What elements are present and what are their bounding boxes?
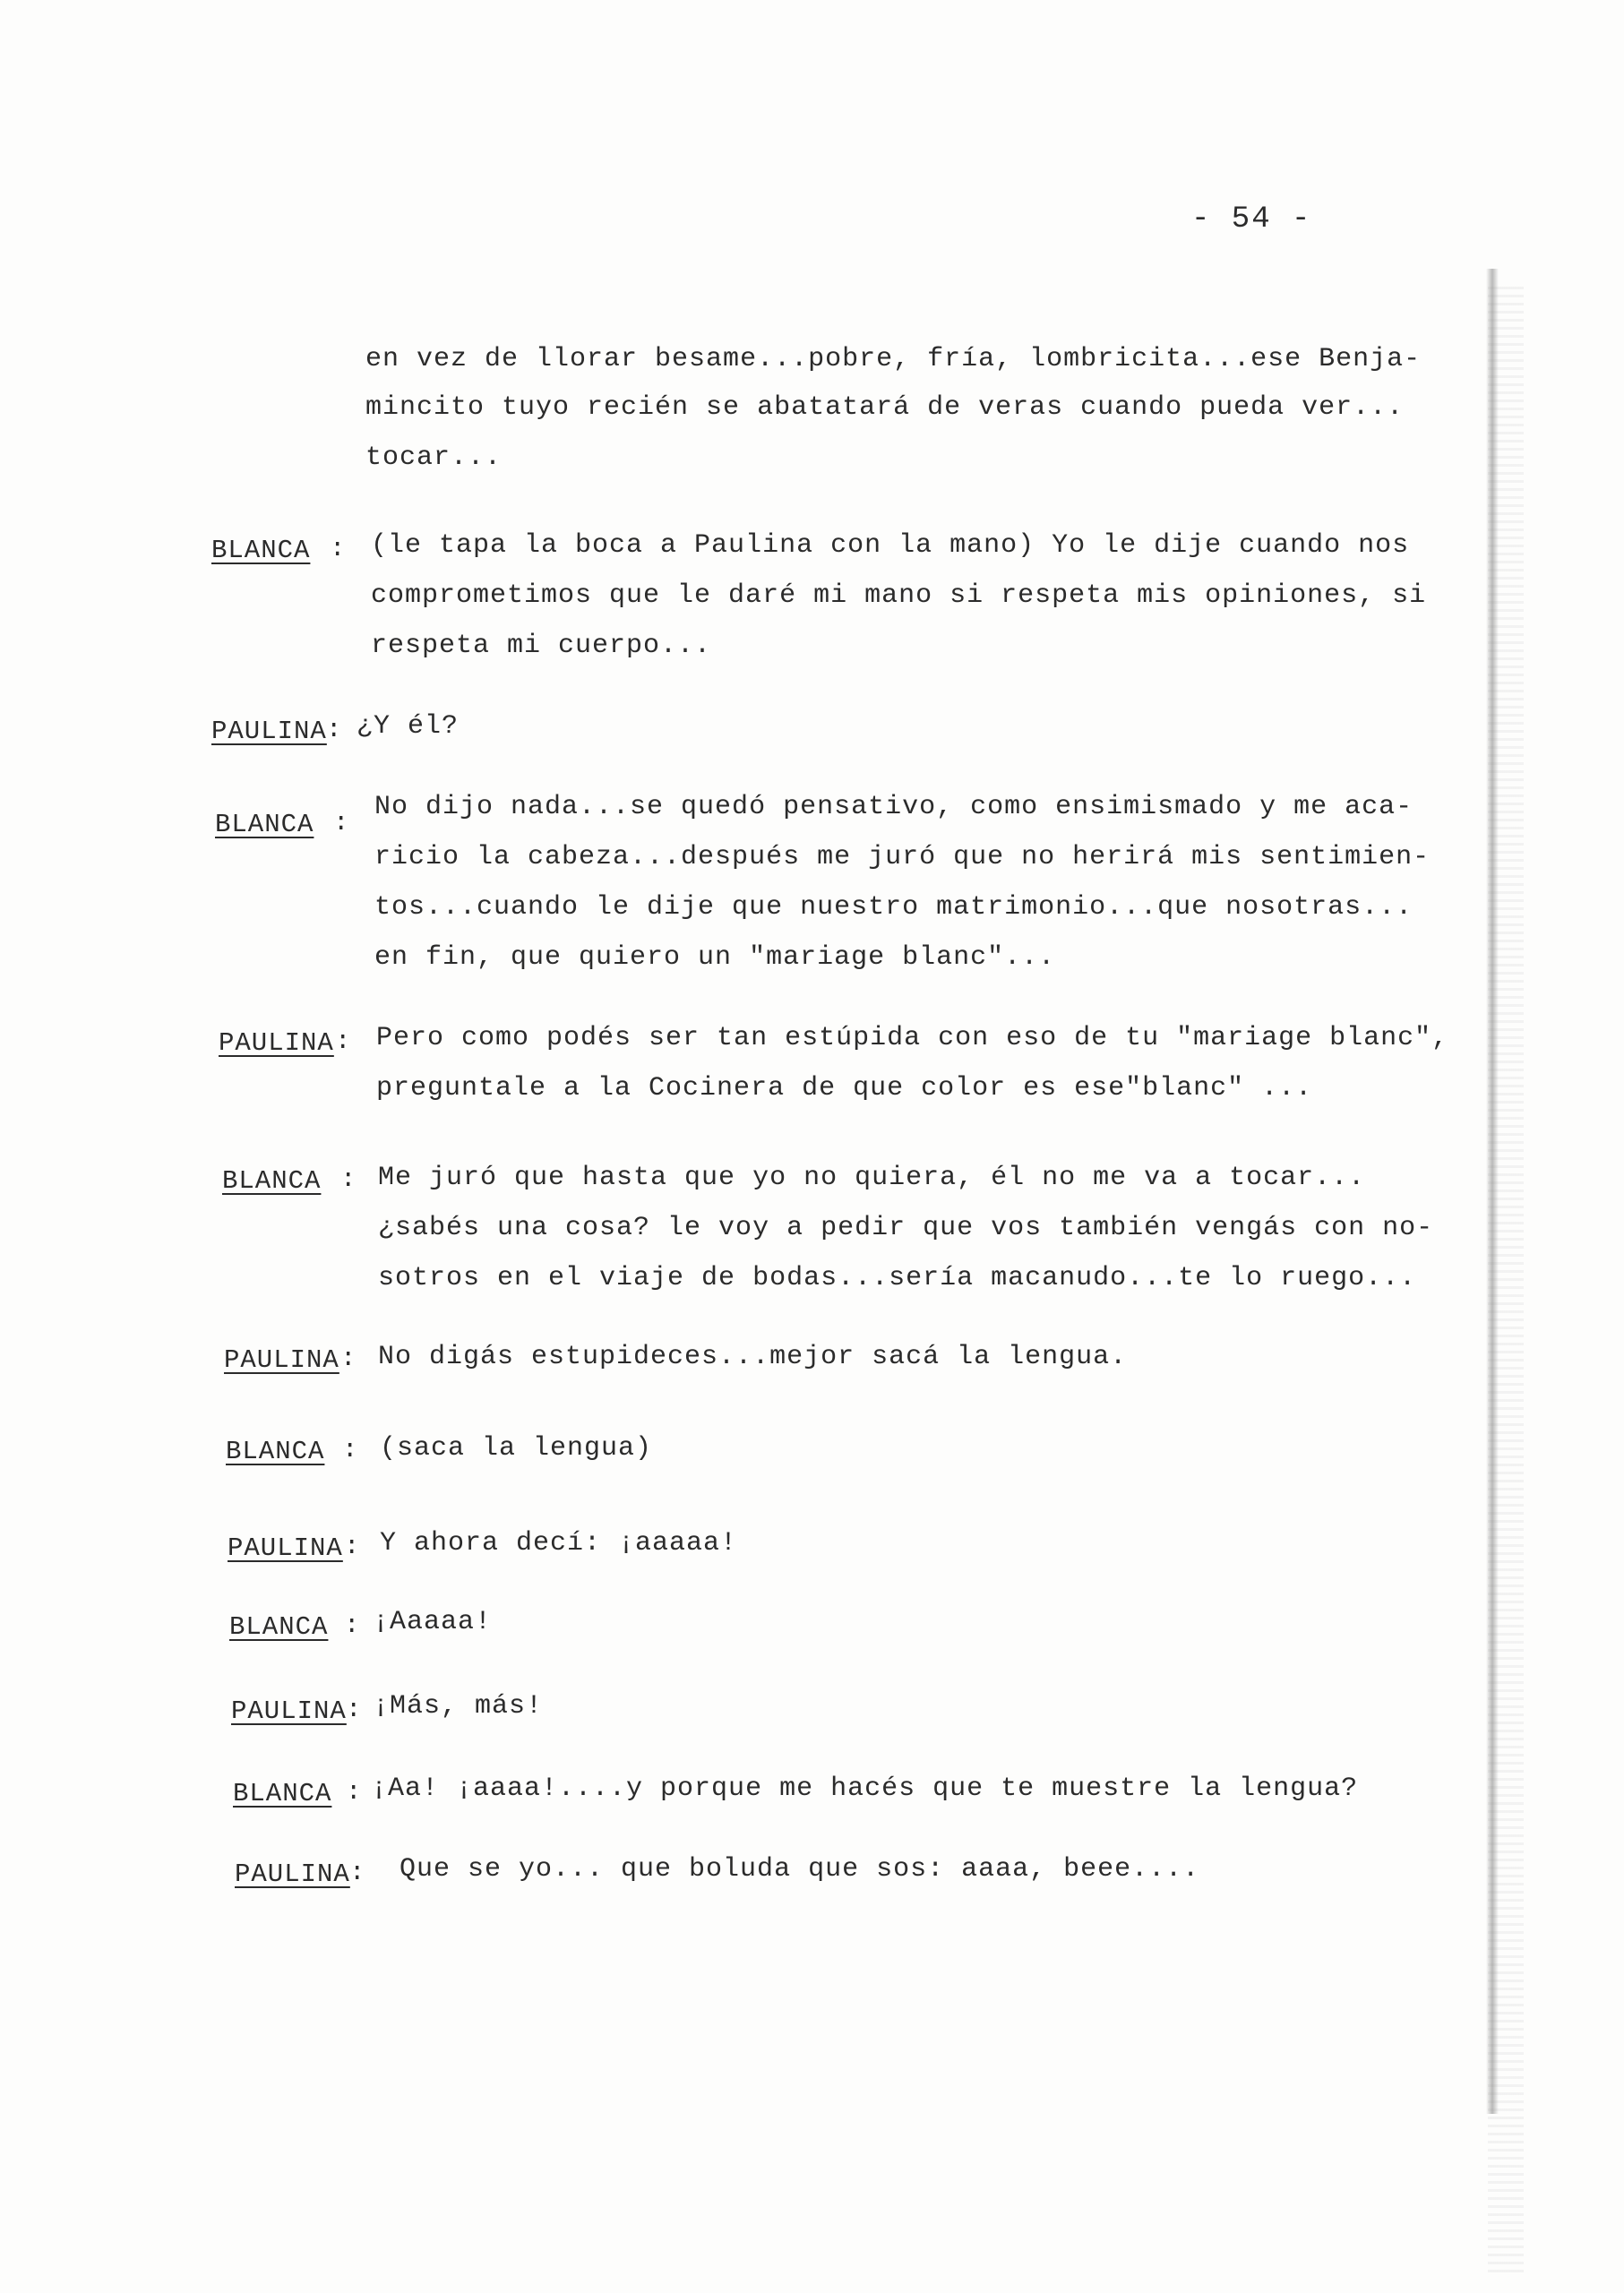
text-line: en fin, que quiero un "mariage blanc"... [374, 942, 1056, 973]
speaker-colon: : [344, 1532, 360, 1561]
page-number: - 54 - [1191, 202, 1312, 236]
speaker-name: PAULINA [224, 1345, 339, 1375]
speaker-colon: : [346, 1777, 362, 1807]
speaker-colon: : [340, 1344, 357, 1373]
speaker-name: PAULINA [219, 1028, 334, 1058]
speaker-name: BLANCA [233, 1779, 332, 1808]
text-line: Que se yo... que boluda que sos: aaaa, beee.... [400, 1854, 1200, 1885]
text-line: No dijo nada...se quedó pensativo, como ensimismado y me aca- [374, 792, 1413, 822]
speaker-name: PAULINA [228, 1533, 343, 1563]
speaker-colon: : [346, 1695, 362, 1724]
text-line: sotros en el viaje de bodas...sería macanudo...te lo ruego... [378, 1263, 1417, 1293]
speaker-name: BLANCA [229, 1612, 329, 1642]
text-line: Pero como podés ser tan estúpida con eso de tu "mariage blanc", [376, 1023, 1449, 1053]
text-line: preguntale a la Cocinera de que color es ese"blanc" ... [376, 1073, 1313, 1104]
text-line: No digás estupideces...mejor sacá la lengua. [378, 1342, 1128, 1372]
speaker-name: BLANCA [226, 1437, 325, 1466]
text-line: Y ahora decí: ¡aaaaa! [380, 1528, 738, 1559]
speaker-colon: : [344, 1610, 360, 1640]
text-line: mincito tuyo recién se abatatará de veras cuando pueda ver... [365, 392, 1405, 423]
speaker-colon: : [340, 1164, 357, 1194]
text-line: tos...cuando le dije que nuestro matrimonio...que nosotras... [374, 892, 1413, 923]
text-line: en vez de llorar besame...pobre, fría, lombricita...ese Benja- [365, 344, 1422, 374]
text-line: tocar... [365, 442, 503, 473]
speaker-name: BLANCA [211, 536, 311, 565]
text-line: ¡Aaaaa! [373, 1607, 493, 1637]
text-line: Me juró que hasta que yo no quiera, él no me va a tocar... [378, 1163, 1366, 1193]
speaker-name: BLANCA [215, 810, 314, 839]
text-line: (le tapa la boca a Paulina con la mano) Yo le dije cuando nos [371, 530, 1410, 561]
speaker-colon: : [349, 1858, 365, 1887]
text-line: comprometimos que le daré mi mano si respeta mis opiniones, si [371, 580, 1427, 611]
speaker-colon: : [330, 534, 346, 563]
speaker-name: PAULINA [231, 1696, 347, 1726]
text-line: ricio la cabeza...después me juró que no herirá mis sentimien- [374, 842, 1431, 872]
speaker-name: PAULINA [235, 1859, 350, 1889]
speaker-colon: : [342, 1435, 358, 1464]
text-line: ¡Más, más! [373, 1691, 544, 1722]
speaker-colon: : [335, 1026, 351, 1056]
speaker-colon: : [333, 808, 349, 837]
speaker-name: BLANCA [222, 1166, 322, 1196]
speaker-colon: : [326, 715, 342, 744]
text-line: ¡Aa! ¡aaaa!....y porque me hacés que te muestre la lengua? [371, 1773, 1359, 1804]
scan-edge-texture [1488, 287, 1524, 2275]
text-line: ¿Y él? [357, 711, 460, 742]
text-line: respeta mi cuerpo... [371, 631, 712, 661]
text-line: ¿sabés una cosa? le voy a pedir que vos también vengás con no- [378, 1213, 1434, 1243]
text-line: (saca la lengua) [380, 1433, 653, 1464]
speaker-name: PAULINA [211, 717, 327, 746]
